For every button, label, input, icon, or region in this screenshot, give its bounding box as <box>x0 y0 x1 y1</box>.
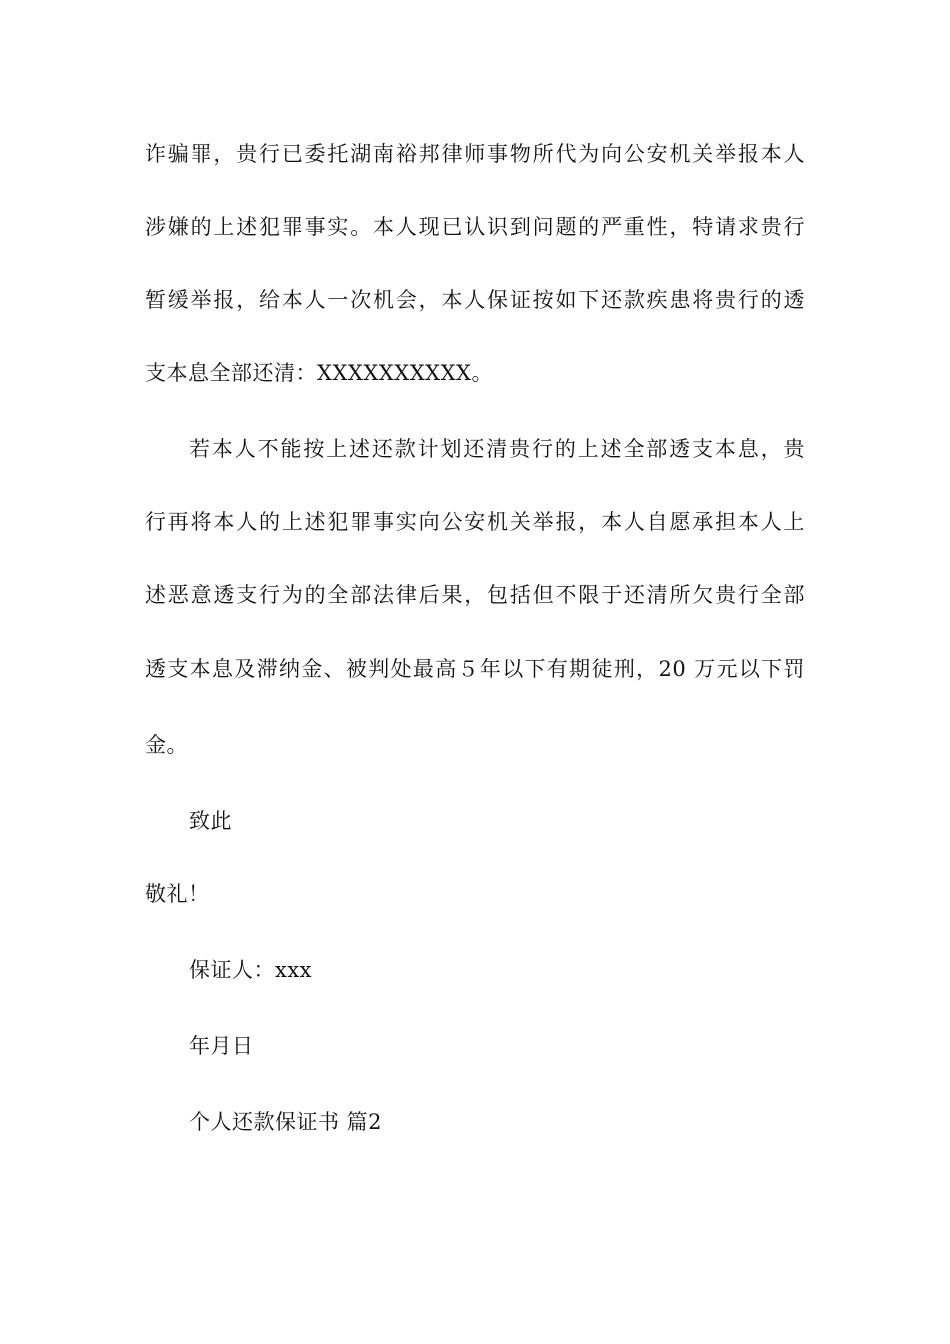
next-section-title: 个人还款保证书 篇2 <box>189 1110 383 1134</box>
text-line: 金。 <box>145 733 188 757</box>
text-line: 透支本息及滞纳金、被判处最高５年以下有期徒刑，20 万元以下罚 <box>145 657 805 681</box>
text-line: 暂缓举报，给本人一次机会，本人保证按如下还款疾患将贵行的透 <box>145 288 805 312</box>
closing-salutation: 致此 <box>189 809 232 833</box>
text-line: 若本人不能按上述还款计划还清贵行的上述全部透支本息，贵 <box>189 437 805 461</box>
closing-regards: 敬礼！ <box>145 882 210 906</box>
text-line: 支本息全部还清：XXXXXXXXXX。 <box>145 361 494 385</box>
text-line: 涉嫌的上述犯罪事实。本人现已认识到问题的严重性，特请求贵行 <box>145 215 805 239</box>
text-line: 述恶意透支行为的全部法律后果，包括但不限于还清所欠贵行全部 <box>145 583 805 607</box>
date-line: 年月日 <box>189 1034 254 1058</box>
text-line: 行再将本人的上述犯罪事实向公安机关举报，本人自愿承担本人上 <box>145 510 805 534</box>
guarantor-signature: 保证人：xxx <box>189 958 313 982</box>
text-line: 诈骗罪，贵行已委托湖南裕邦律师事物所代为向公安机关举报本人 <box>145 142 805 166</box>
